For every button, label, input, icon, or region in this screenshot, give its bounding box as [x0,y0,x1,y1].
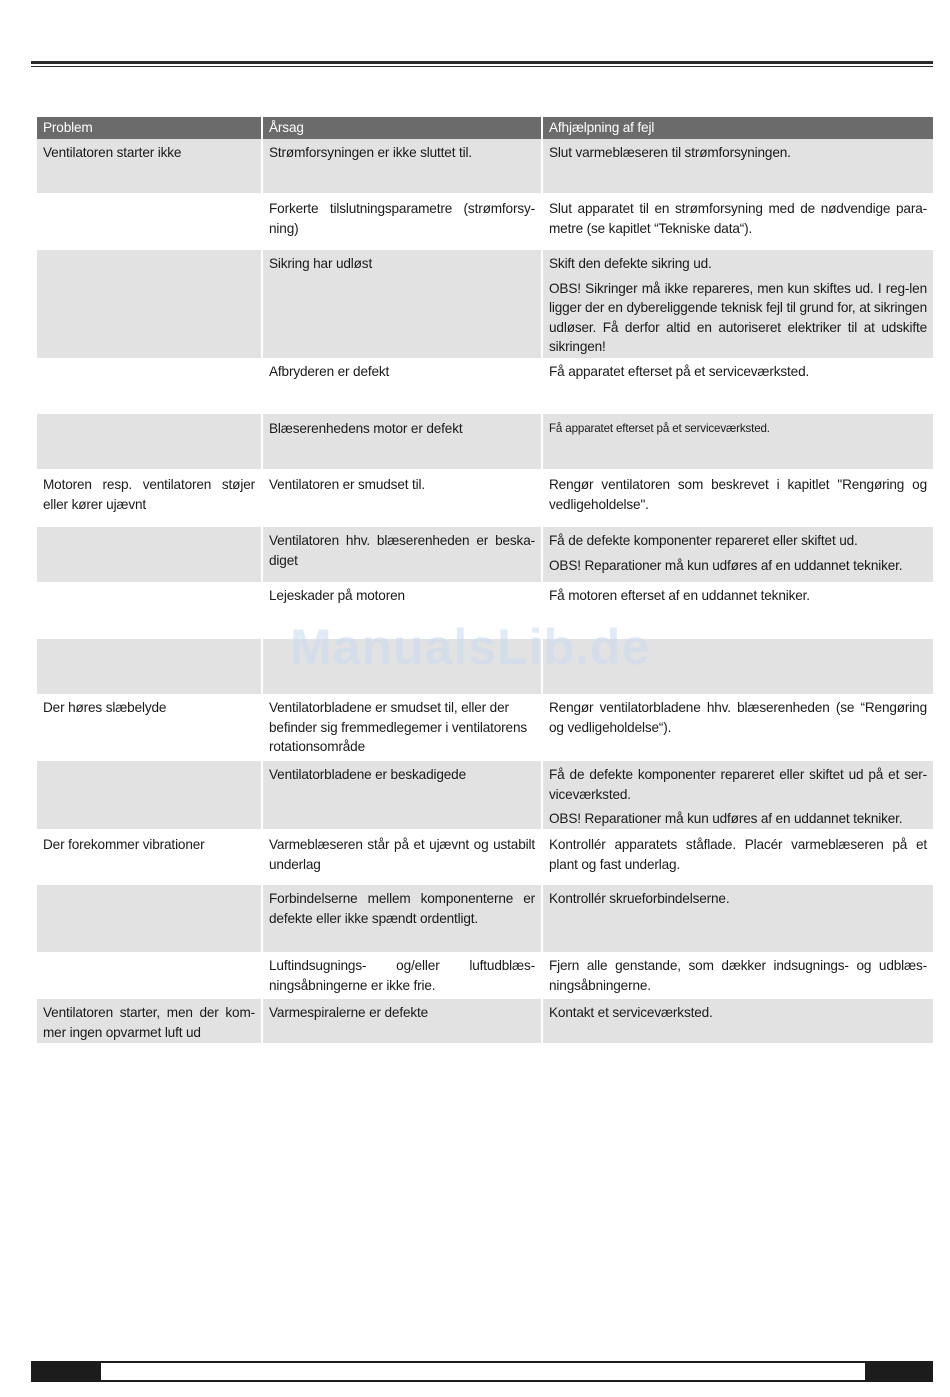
troubleshooting-table [37,117,933,1043]
remedy-text: Kontakt et serviceværksted. [549,1005,713,1020]
row-12-cause: Varmeblæseren står på et ujævnt og ustabilt underlag [269,837,535,872]
row-5-remedy [543,414,933,469]
row-12-problem: Der forekommer vibrationer [43,837,205,852]
row-6-remedy [543,469,933,527]
remedy-text: Få apparatet efterset på et serviceværksted. [549,422,770,435]
header-remedy: Afhjælpning af fejl [543,117,933,139]
row-15-remedy [543,999,933,1043]
remedy-warning: OBS! Sikringer må ikke repareres, men kun skiftes ud. I reg-len ligger der en dybereliggende teknisk fejl til grund for, at sikringen udløser. Få derfor altid en autoriseret elektriker til at udskifte sikringen! [549,280,927,354]
header-rule-thin [31,66,933,67]
remedy-text: Kontrollér apparatets ståflade. Placér varmeblæseren på et plant og fast underlag. [549,837,927,872]
row-4-cause: Afbryderen er defekt [269,364,390,379]
row-4-problem [37,358,261,414]
row-5-cause: Blæserenhedens motor er defekt [263,414,541,469]
row-3-problem [37,250,261,358]
row-10-problem: Der høres slæbelyde [43,700,167,715]
remedy-text: Få apparatet efterset på et serviceværksted. [549,364,810,379]
row-6-problem: Motoren resp. ventilatoren støjer eller kører ujævnt [43,477,255,512]
row-14-cause: Luftindsugnings- og/eller luftudblæs-ningsåbningerne er ikke frie. [269,958,535,993]
remedy-warning: OBS! Reparationer må kun udføres af en uddannet tekniker. [549,557,903,573]
row-8-cause: Lejeskader på motoren [269,588,405,603]
row-2-problem [37,193,261,250]
row-6-cause: Ventilatoren er smudset til. [269,477,425,492]
row-4-remedy [543,358,933,414]
row-14-problem [37,952,261,999]
remedy-text: Slut varmeblæseren til strømforsyningen. [549,145,791,160]
row-7-remedy [543,527,933,582]
remedy-text: Få de defekte komponenter repareret eller skiftet ud på et ser-viceværksted. [549,767,927,802]
header-rule-thick [31,61,933,64]
remedy-text: Rengør ventilatorbladene hhv. blæserenheden (se “Rengøring og vedligeholdelse“). [549,700,927,735]
row-2-remedy [543,193,933,250]
remedy-text: Rengør ventilatoren som beskrevet i kapitlet "Rengøring og vedligeholdelse". [549,477,927,512]
row-7-problem [37,527,261,582]
remedy-text: Få de defekte komponenter repareret eller skiftet ud. [549,533,858,548]
row-11-cause: Ventilatorbladene er beskadigede [263,761,541,829]
row-1-remedy [543,139,933,193]
row-3-cause: Sikring har udløst [263,250,541,358]
row-12-remedy [543,829,933,885]
remedy-warning: OBS! Reparationer må kun udføres af en uddannet tekniker. [549,811,903,826]
remedy-text: Fjern alle genstande, som dækker indsugnings- og udblæs-ningsåbningerne. [549,958,927,993]
watermark: ManualsLib.de [290,619,651,675]
row-1-problem: Ventilatoren starter ikke [37,139,261,193]
row-11-remedy [543,761,933,829]
row-2-cause: Forkerte tilslutningsparametre (strømforsy-ning) [269,201,535,236]
header-cause: Årsag [263,117,541,139]
footer-inner-panel [101,1363,865,1380]
row-10-remedy [543,694,933,761]
row-15-cause: Varmespiralerne er defekte [263,999,541,1043]
remedy-text: Få motoren efterset af en uddannet tekniker. [549,588,810,603]
row-7-cause: Ventilatoren hhv. blæserenheden er beska-diget [263,527,541,582]
row-13-problem [37,885,261,952]
row-14-remedy [543,952,933,999]
row-3-remedy [543,250,933,358]
row-1-cause: Strømforsyningen er ikke sluttet til. [263,139,541,193]
row-13-remedy [543,885,933,952]
header-problem: Problem [37,117,261,139]
remedy-text: Skift den defekte sikring ud. [549,256,712,271]
row-15-problem: Ventilatoren starter, men der kom-mer ingen opvarmet luft ud [37,999,261,1043]
row-9-problem [37,639,261,694]
row-10-cause: Ventilatorbladene er smudset til, eller der befinder sig fremmedlegemer i ventilatorens rotationsområde [269,700,527,754]
row-11-problem [37,761,261,829]
row-13-cause: Forbindelserne mellem komponenterne er defekte eller ikke spændt ordentligt. [263,885,541,952]
row-5-problem [37,414,261,469]
remedy-text: Kontrollér skrueforbindelserne. [549,891,730,906]
remedy-text: Slut apparatet til en strømforsyning med de nødvendige para-metre (se kapitlet “Tekniske data“). [549,201,927,236]
row-8-problem [37,582,261,639]
